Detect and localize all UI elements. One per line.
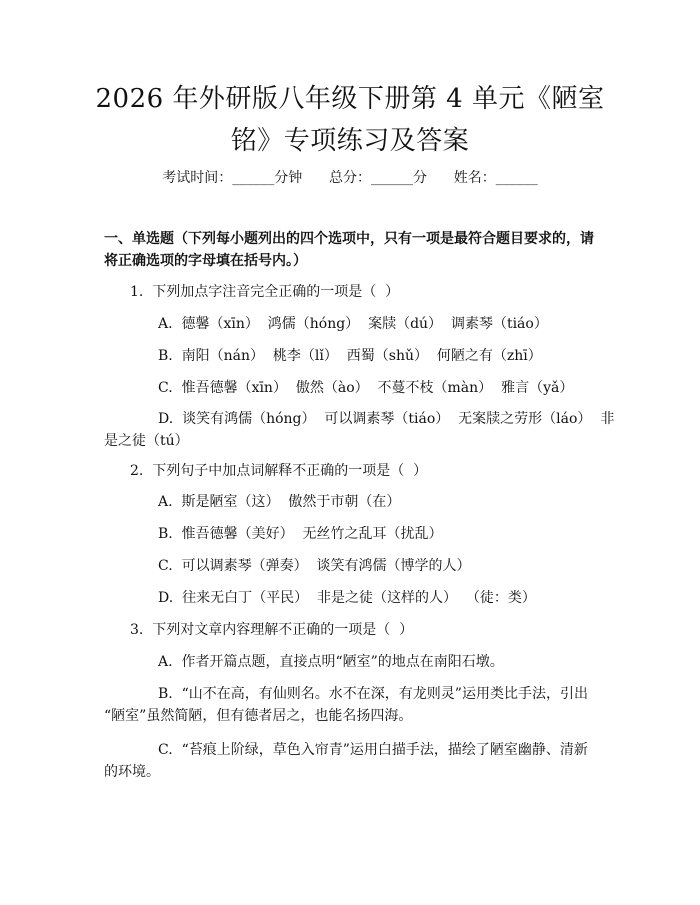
question-3-option-c-continued: 的环境。 — [104, 764, 160, 780]
question-3-option-a: A. 作者开篇点题，直接点明“陋室”的地点在南阳石墩。 — [158, 654, 504, 670]
question-1-option-d-continued: 是之徒（tú） — [104, 433, 189, 449]
total-score-field: 总分：______分 — [329, 170, 427, 186]
question-2-option-d: D. 往来无白丁（平民） 非是之徒（这样的人） （徒：类） — [158, 590, 536, 606]
section-heading-line-1: 一、单选题（下列每小题列出的四个选项中，只有一项是最符合题目要求的，请 — [104, 231, 594, 247]
exam-info — [0, 168, 700, 188]
student-name-field: 姓名：______ — [453, 170, 538, 186]
document-title-line-1: 2026 年外研版八年级下册第 4 单元《陋室 — [95, 84, 605, 114]
question-1-option-d: D. 谈笑有鸿儒（hóng） 可以调素琴（tiáo） 无案牍之劳形（láo） 非 — [158, 411, 615, 427]
question-3-option-b-continued: “陋室”虽然简陋，但有德者居之，也能名扬四海。 — [104, 708, 413, 724]
question-3-stem: 3. 下列对文章内容理解不正确的一项是（ ） — [130, 622, 414, 638]
question-1-option-c: C. 惟吾德馨（xīn） 傲然（ào） 不蔓不枝（màn） 雅言（yǎ） — [158, 380, 574, 396]
question-1-option-b: B. 南阳（nán） 桃李（lǐ） 西蜀（shǔ） 何陋之有（zhī） — [158, 348, 542, 364]
exam-time-field: 考试时间：______分钟 — [162, 170, 303, 186]
section-heading-line-2: 将正确选项的字母填在括号内。） — [104, 253, 307, 269]
question-3-option-c: C. “苔痕上阶绿，草色入帘青”运用白描手法，描绘了陋室幽静、清新 — [158, 742, 588, 758]
question-1-option-a: A. 德馨（xīn） 鸿儒（hóng） 案牍（dú） 调素琴（tiáo） — [158, 316, 548, 332]
document-title-line-2: 铭》专项练习及答案 — [230, 126, 470, 156]
question-2-option-b: B. 惟吾德馨（美好） 无丝竹之乱耳（扰乱） — [158, 526, 443, 542]
question-3-option-b: B. “山不在高，有仙则名。水不在深，有龙则灵”运用类比手法，引出 — [158, 686, 588, 702]
question-2-stem: 2. 下列句子中加点词解释不正确的一项是（ ） — [130, 463, 428, 479]
question-1-stem: 1. 下列加点字注音完全正确的一项是（ ） — [130, 284, 400, 300]
question-2-option-a: A. 斯是陋室（这） 傲然于市朝（在） — [158, 494, 401, 510]
question-2-option-c: C. 可以调素琴（弹奏） 谈笑有鸿儒（博学的人） — [158, 558, 471, 574]
